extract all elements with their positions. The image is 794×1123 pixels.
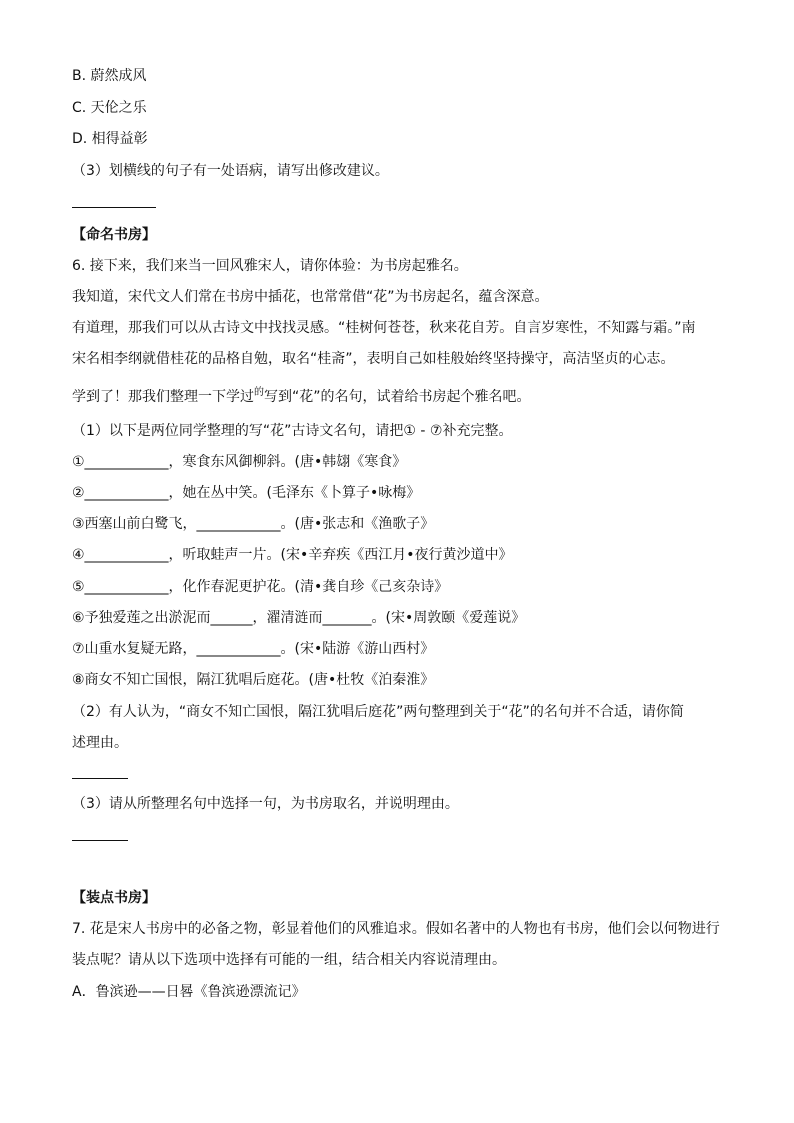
poem-line-3: ③西塞山前白鹭飞，____________。(唐•张志和《渔歌子》 [72,516,435,532]
poem-line-8: ⑧商女不知亡国恨，隔江犹唱后庭花。(唐•杜牧《泊秦淮》 [72,672,435,688]
poem-line-1: ①____________，寒食东风御柳斜。(唐•韩翃《寒食》 [72,454,407,470]
paragraph-2-line-2: 宋名相李纲就借桂花的品格自勉，取名“桂斋”，表明自己如桂般始终坚持操守，高洁坚贞的心志。 [72,351,675,367]
paragraph-3-part-a: 学到了！那我们整理一下学过 [72,389,254,405]
paragraph-3-superscript: 的 [254,387,264,398]
section-title-naming: 【命名书房】 [72,227,156,243]
question-6-1: （1）以下是两位同学整理的写“花”古诗文名句，请把① - ⑦补充完整。 [72,423,513,439]
question-5-3: （3）划横线的句子有一处语病，请写出修改建议。 [72,163,389,179]
option-a: A．鲁滨逊——日晷《鲁滨逊漂流记》 [72,984,306,1000]
paragraph-2-line-1: 有道理，那我们可以从古诗文中找找灵感。“桂树何苍苍，秋来花自芳。自言岁寒性，不知露与霜。”南 [72,320,696,336]
option-c: C. 天伦之乐 [72,100,147,116]
paragraph-1: 我知道，宋代文人们常在书房中插花，也常常借“花”为书房起名，蕴含深意。 [72,289,549,305]
poem-line-4: ④____________，听取蛙声一片。(宋•辛弃疾《西江月•夜行黄沙道中》 [72,547,513,563]
question-7-line-1: 7. 花是宋人书房中的必备之物，彰显着他们的风雅追求。假如名著中的人物也有书房，他们会以何物进行 [72,921,720,937]
option-d: D. 相得益彰 [72,131,148,147]
paragraph-3 [72,388,531,408]
poem-line-6: ⑥予独爱莲之出淤泥而______，濯清涟而_______。(宋•周敦颐《爱莲说》 [72,610,526,626]
question-7-line-2: 装点呢？请从以下选项中选择有可能的一组，结合相关内容说清理由。 [72,952,506,968]
section-title-decor: 【装点书房】 [72,890,156,906]
answer-line [72,840,128,841]
question-6-intro: 6. 接下来，我们来当一回风雅宋人，请你体验：为书房起雅名。 [72,258,468,274]
poem-line-5: ⑤____________，化作春泥更护花。(清•龚自珍《己亥杂诗》 [72,579,449,595]
question-6-3: （3）请从所整理名句中选择一句，为书房取名，并说明理由。 [72,796,459,812]
answer-line [72,778,128,779]
paragraph-3-part-b: 写到“花”的名句，试着给书房起个雅名吧。 [264,389,531,405]
answer-line [72,207,156,208]
poem-line-7: ⑦山重水复疑无路，____________。(宋•陆游《游山西村》 [72,641,435,657]
question-6-2-line-2: 述理由。 [72,735,128,751]
question-6-2-line-1: （2）有人认为，“商女不知亡国恨，隔江犹唱后庭花”两句整理到关于“花”的名句并不合适，请你简 [72,704,684,720]
poem-line-2: ②____________，她在丛中笑。(毛泽东《卜算子•咏梅》 [72,485,421,501]
option-b: B. 蔚然成风 [72,68,147,84]
